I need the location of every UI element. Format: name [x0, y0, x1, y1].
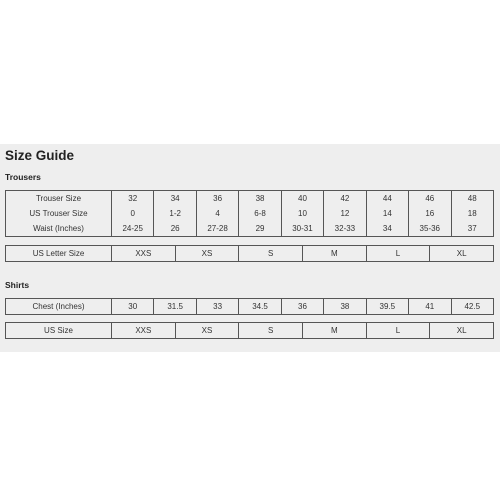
- table-row: [6, 246, 494, 262]
- size-cell: 33: [196, 299, 238, 315]
- size-cell: XL: [430, 246, 494, 262]
- size-cell: 30: [112, 299, 154, 315]
- size-cell: S: [239, 323, 303, 339]
- size-cell: XXS: [112, 246, 176, 262]
- row-label: US Letter Size: [32, 249, 85, 258]
- size-cell: 36: [281, 299, 323, 315]
- trousers-table: [5, 190, 494, 237]
- size-cell: 32: [112, 191, 154, 207]
- size-cell: 34: [366, 221, 408, 237]
- table-row: [6, 221, 494, 237]
- size-cell: 31.5: [154, 299, 196, 315]
- size-cell: 26: [154, 221, 196, 237]
- size-cell: 24-25: [112, 221, 154, 237]
- size-cell: 36: [196, 191, 238, 207]
- size-cell: 41: [409, 299, 451, 315]
- size-cell: XXS: [112, 323, 176, 339]
- size-cell: 34.5: [239, 299, 281, 315]
- size-cell: 0: [112, 206, 154, 221]
- size-cell: 6-8: [239, 206, 281, 221]
- size-cell: M: [302, 323, 366, 339]
- trousers-letter-table: [5, 245, 494, 262]
- row-label: Waist (Inches): [33, 224, 84, 233]
- size-cell: 48: [451, 191, 494, 207]
- size-cell: 32-33: [324, 221, 366, 237]
- size-cell: 4: [196, 206, 238, 221]
- row-label: US Size: [44, 326, 73, 335]
- size-cell: 10: [281, 206, 323, 221]
- size-cell: 35-36: [409, 221, 451, 237]
- row-label: Chest (Inches): [32, 302, 85, 311]
- size-cell: 38: [324, 299, 366, 315]
- shirts-us-table: [5, 322, 494, 339]
- page-title: Size Guide: [5, 148, 75, 163]
- size-cell: XS: [175, 246, 239, 262]
- size-cell: XS: [175, 323, 239, 339]
- size-cell: 42.5: [451, 299, 494, 315]
- size-cell: 18: [451, 206, 494, 221]
- size-cell: M: [302, 246, 366, 262]
- table-row: [6, 323, 494, 339]
- size-cell: 27-28: [196, 221, 238, 237]
- row-label: US Trouser Size: [29, 209, 88, 218]
- size-cell: 12: [324, 206, 366, 221]
- size-cell: 39.5: [366, 299, 408, 315]
- size-cell: 46: [409, 191, 451, 207]
- size-cell: 38: [239, 191, 281, 207]
- size-cell: XL: [430, 323, 494, 339]
- table-row: [6, 206, 494, 221]
- shirts-chest-table: [5, 298, 494, 315]
- size-cell: S: [239, 246, 303, 262]
- size-cell: 29: [239, 221, 281, 237]
- trousers-heading: Trousers: [5, 172, 41, 182]
- shirts-heading: Shirts: [5, 280, 30, 290]
- size-cell: 34: [154, 191, 196, 207]
- table-row: [6, 191, 494, 207]
- size-cell: L: [366, 246, 430, 262]
- size-cell: 40: [281, 191, 323, 207]
- size-cell: 30-31: [281, 221, 323, 237]
- size-cell: 37: [451, 221, 494, 237]
- size-cell: 44: [366, 191, 408, 207]
- size-cell: 14: [366, 206, 408, 221]
- size-cell: 1-2: [154, 206, 196, 221]
- size-cell: 42: [324, 191, 366, 207]
- table-row: [6, 299, 494, 315]
- size-cell: 16: [409, 206, 451, 221]
- size-cell: L: [366, 323, 430, 339]
- row-label: Trouser Size: [35, 194, 82, 203]
